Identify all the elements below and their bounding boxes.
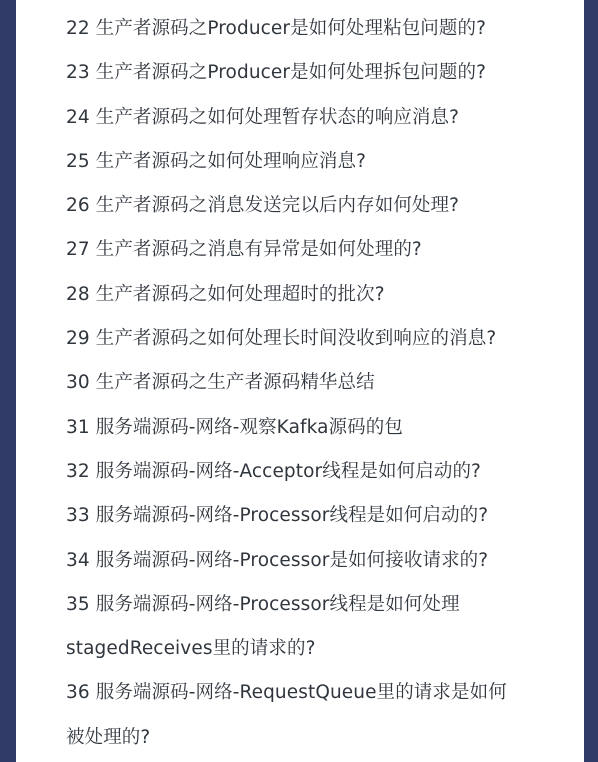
toc-line: 24 生产者源码之如何处理暂存状态的响应消息?: [66, 106, 460, 128]
toc-line: 36 服务端源码-网络-RequestQueue里的请求是如何: [66, 682, 507, 704]
toc-line: 27 生产者源码之消息有异常是如何处理的?: [66, 239, 422, 261]
toc-line: 33 服务端源码-网络-Processor线程是如何启动的?: [66, 505, 489, 527]
toc-line: 23 生产者源码之Producer是如何处理拆包问题的?: [66, 62, 487, 84]
toc-line-continuation: 被处理的?: [66, 726, 151, 748]
toc-list: [66, 7, 566, 760]
toc-line: 30 生产者源码之生产者源码精华总结: [66, 372, 375, 394]
toc-line: 31 服务端源码-网络-观察Kafka源码的包: [66, 416, 403, 438]
toc-line: 29 生产者源码之如何处理长时间没收到响应的消息?: [66, 328, 497, 350]
toc-line: 35 服务端源码-网络-Processor线程是如何处理: [66, 593, 460, 615]
toc-line: 22 生产者源码之Producer是如何处理粘包问题的?: [66, 18, 487, 39]
toc-line: 26 生产者源码之消息发送完以后内存如何处理?: [66, 195, 460, 217]
toc-line: 34 服务端源码-网络-Processor是如何接收请求的?: [66, 549, 489, 571]
toc-line: 28 生产者源码之如何处理超时的批次?: [66, 283, 385, 305]
toc-line: 32 服务端源码-网络-Acceptor线程是如何启动的?: [66, 460, 481, 482]
toc-line-continuation: stagedReceives里的请求的?: [66, 638, 316, 660]
toc-line: 25 生产者源码之如何处理响应消息?: [66, 150, 367, 172]
content-panel: [16, 0, 584, 762]
